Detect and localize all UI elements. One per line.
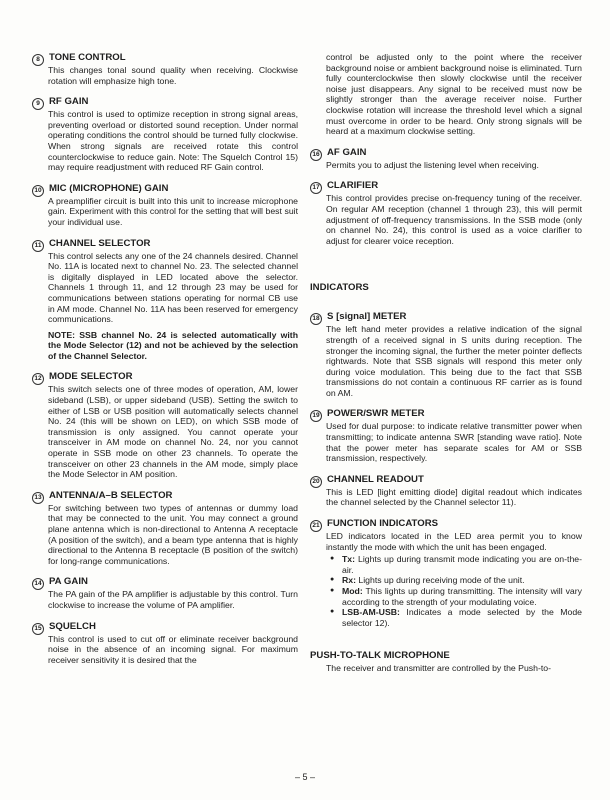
section-number: 16 bbox=[310, 149, 322, 161]
section-title: SQUELCH bbox=[49, 620, 96, 632]
section-title: FUNCTION INDICATORS bbox=[327, 518, 439, 530]
section-power-swr-meter bbox=[312, 408, 582, 464]
section-clarifier bbox=[312, 180, 582, 246]
section-title: MIC (MICROPHONE) GAIN bbox=[49, 182, 169, 194]
item-text: Lights up during transmit mode indicating you are on-the-air. bbox=[342, 554, 582, 575]
section-body: A preamplifier circuit is built into this unit to increase microphone gain. Experiment with this control for the setting that will best suit your individual use. bbox=[48, 195, 298, 227]
section-number: 17 bbox=[310, 182, 322, 194]
section-body: For switching between two types of antennas or dummy load that may be connected to the unit. You may connect a ground plane antenna which is non-directional to Antenna A receptacle (A position of the switch), and a beam type antenna that is highly directional to the Antenna B receptacle (B position of the switch) for long-range communications. bbox=[48, 502, 298, 566]
section-mode-selector bbox=[34, 371, 298, 480]
indicator-list bbox=[326, 554, 582, 628]
item-text: Lights up during receiving mode of the unit. bbox=[356, 575, 525, 586]
section-title: AF GAIN bbox=[327, 146, 367, 158]
item-term: Tx: bbox=[342, 554, 356, 565]
section-title: CHANNEL SELECTOR bbox=[49, 237, 151, 249]
section-body: control be adjusted only to the point where the receiver background noise or ambient background noise is eliminated. Turn fully counterclockwise then slowly clockwise until the receiver noise just disappears. Any signal to be received must now be slightly stronger than the average receiver noise. Further clockwise rotation will increase the threshold level which a signal must overcome in order to be heard. Only strong signals will be heard at a maximum clockwise setting. bbox=[326, 52, 582, 137]
section-body: The left hand meter provides a relative indication of the signal strength of a received signal in S units during reception. The stronger the incoming signal, the further the meter pointer deflects rightwards. Note that SSB signals will respond this meter only during voice modulation. This being due to the fact that SSB transmissions do not contain a continuous RF carrier as is found on AM. bbox=[326, 324, 582, 398]
section-number: 20 bbox=[310, 476, 322, 488]
section-title: CHANNEL READOUT bbox=[327, 473, 424, 485]
section-pa-gain bbox=[34, 576, 298, 610]
section-body: This control selects any one of the 24 channels desired. Channel No. 11A is located next to channel No. 23. The selected channel is digitally displayed in LED located above the selector. Channels 1 through 11, and 12 through 23 may be used for communications between stations operating for normal CB use in AM mode. Channel No. 11A has been reserved for emergency communications. bbox=[48, 250, 298, 325]
item-text: Indicates a mode selected by the Mode selector 12). bbox=[342, 607, 582, 628]
section-s-meter bbox=[312, 311, 582, 398]
item-text: This lights up during transmitting. The intensity will vary according to the strength of your modulating voice. bbox=[342, 586, 582, 607]
section-number: 21 bbox=[310, 520, 322, 532]
section-mic-gain bbox=[34, 182, 298, 228]
section-title: TONE CONTROL bbox=[49, 52, 126, 63]
page-number: – 5 – bbox=[294, 772, 316, 782]
section-title: S [signal] METER bbox=[327, 311, 407, 323]
section-title: ANTENNA/A–B SELECTOR bbox=[49, 489, 173, 501]
section-rf-gain bbox=[36, 96, 298, 173]
section-title: MODE SELECTOR bbox=[49, 371, 133, 383]
right-column bbox=[310, 52, 582, 674]
section-number: 11 bbox=[32, 240, 44, 252]
section-tone-control bbox=[36, 52, 298, 86]
section-note: NOTE: SSB channel No. 24 is selected automatically with the Mode Selector (12) and not be achieved by the selection of the Channel Selector. bbox=[48, 329, 298, 361]
section-number: 13 bbox=[32, 492, 44, 504]
section-title: POWER/SWR METER bbox=[327, 408, 425, 420]
section-title: CLARIFIER bbox=[327, 180, 379, 192]
section-squelch bbox=[34, 620, 298, 666]
section-body: This switch selects one of three modes of operation, AM, lower sideband (LSB), or upper sideband (USB). Setting the switch to either of LSB or USB position will automatically selects channel No. 24 (this will be shown on LED), on which SSB mode of transmission is only assigned. You cannot operate your transceiver in AM mode on channel No. 24, nor you cannot operate in SSB mode on other 23 channels. To operate the transceiver on other 23 channels in the AM mode, simply place the Mode Selector in AM position. bbox=[48, 384, 298, 480]
item-term: LSB-AM-USB: bbox=[342, 607, 400, 618]
section-body: Permits you to adjust the listening level when receiving. bbox=[326, 159, 539, 170]
push-to-talk-heading: PUSH-TO-TALK MICROPHONE bbox=[310, 650, 450, 662]
section-antenna-selector bbox=[34, 489, 298, 567]
section-number: 19 bbox=[310, 410, 322, 422]
section-number: 10 bbox=[32, 185, 44, 197]
section-body: This changes tonal sound quality when receiving. Clockwise rotation will emphasize high tone. bbox=[48, 65, 298, 86]
list-item bbox=[326, 607, 582, 628]
section-title: PA GAIN bbox=[49, 576, 88, 588]
section-body: Used for dual purpose: to indicate relative transmitter power when transmitting; to indicate antenna SWR [standing wave ratio]. Note that the power meter has separate scales for AM or SSB transmission, respectively. bbox=[326, 421, 582, 464]
section-channel-selector bbox=[34, 237, 298, 362]
section-channel-readout bbox=[312, 473, 582, 508]
push-to-talk-body: The receiver and transmitter are controlled by the Push-to- bbox=[326, 663, 552, 674]
section-body: This control is used to optimize reception in strong signal areas, preventing overload or distorted sound reception. Under normal operating conditions the control should be turned fully clockwise. When strong signals are received rotate this control counterclockwise to reduce gain. Note: The Squelch Control 15) may require readjustment with reduced RF Gain control. bbox=[48, 109, 298, 173]
left-column bbox=[34, 52, 298, 675]
section-body: The PA gain of the PA amplifier is adjustable by this control. Turn clockwise to increase the volume of PA amplifier. bbox=[48, 589, 298, 610]
section-body: This is LED [light emitting diode] digital readout which indicates the channel selected by the Channel selector 11). bbox=[326, 486, 582, 508]
section-number: 14 bbox=[32, 578, 44, 590]
section-title: RF GAIN bbox=[49, 96, 89, 108]
section-number: 8 bbox=[32, 54, 44, 66]
section-body: LED indicators located in the LED area permit you to know instantly the mode with which the unit has been engaged. bbox=[326, 531, 582, 552]
section-number: 18 bbox=[310, 313, 322, 325]
section-number: 12 bbox=[32, 373, 44, 385]
section-body: This control provides precise on-frequency tuning of the receiver. On regular AM reception (channel 1 through 23), this will permit adjustment of off-frequency transmissions. In the SSB mode (only on channel No. 24), this control is used as a voice clarifier to adjust for clearer voice reception. bbox=[326, 193, 582, 246]
section-squelch-continued bbox=[326, 52, 582, 137]
section-af-gain bbox=[312, 146, 582, 171]
section-number: 15 bbox=[32, 623, 44, 635]
indicators-heading: INDICATORS bbox=[310, 282, 369, 294]
section-number: 9 bbox=[32, 98, 44, 110]
item-term: Rx: bbox=[342, 575, 356, 586]
item-term: Mod: bbox=[342, 586, 363, 596]
list-item bbox=[326, 575, 582, 586]
section-body: This control is used to cut off or eliminate receiver background noise in the absence of an incoming signal. For maximum receiver sensitivity it is desired that the bbox=[48, 633, 298, 665]
list-item bbox=[326, 554, 582, 575]
section-function-indicators bbox=[312, 518, 582, 628]
list-item bbox=[326, 586, 582, 607]
